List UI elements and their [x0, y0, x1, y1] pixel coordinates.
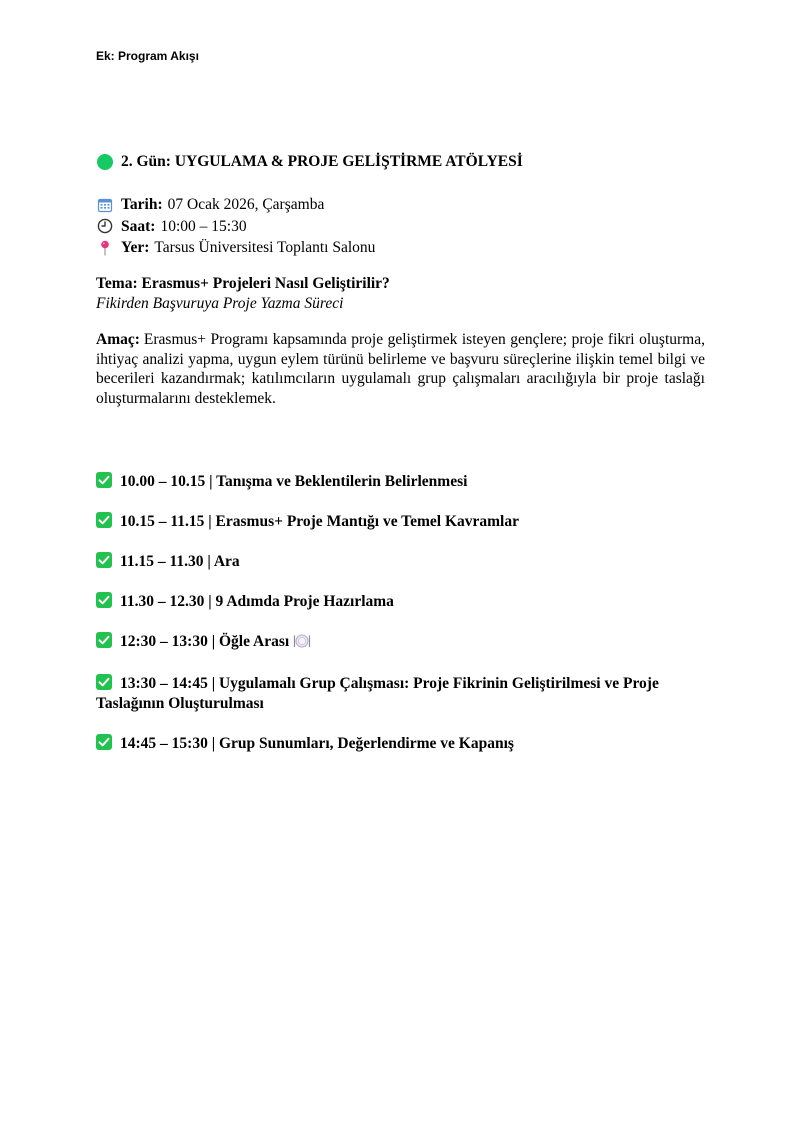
check-mark-icon	[96, 674, 112, 690]
time-value: 10:00 – 15:30	[160, 217, 247, 235]
theme-subtitle: Fikirden Başvuruya Proje Yazma Süreci	[96, 295, 344, 312]
time-label: Saat:	[121, 217, 156, 235]
aim-paragraph	[96, 330, 705, 408]
place-row	[97, 237, 375, 259]
check-mark-icon	[96, 734, 112, 750]
schedule-item	[96, 734, 716, 754]
date-value: 07 Ocak 2026, Çarşamba	[167, 196, 325, 213]
check-mark-icon	[96, 592, 112, 608]
page-header: Ek: Program Akışı	[96, 49, 199, 63]
day-title-text: 2. Gün: UYGULAMA & PROJE GELİŞTİRME ATÖLYESİ	[121, 153, 523, 170]
schedule-item-text: 10.00 – 10.15 | Tanışma ve Beklentilerin Belirlenmesi	[120, 473, 468, 490]
theme-title: Tema: Erasmus+ Projeleri Nasıl Geliştirilir?	[96, 275, 390, 292]
schedule-item-text: 12:30 – 13:30 | Öğle Arası	[120, 633, 290, 650]
schedule-item	[96, 632, 716, 655]
schedule-item	[96, 674, 716, 714]
schedule-item-text: 11.15 – 11.30 | Ara	[120, 553, 240, 570]
schedule-item	[96, 512, 716, 532]
time-row	[97, 216, 375, 238]
schedule-item	[96, 552, 716, 572]
date-row	[97, 194, 375, 216]
schedule-item-text: 11.30 – 12.30 | 9 Adımda Proje Hazırlama	[120, 593, 394, 610]
schedule-item	[96, 472, 716, 492]
aim-label: Amaç:	[96, 331, 140, 348]
green-circle-icon	[97, 154, 113, 170]
theme-block	[96, 274, 390, 314]
day-title	[97, 153, 523, 171]
aim-text: Erasmus+ Programı kapsamında proje geliştirmek isteyen gençlere; proje fikri oluşturma, ihtiyaç analizi yapma, uygun eylem türünü belirleme ve başvuru süreçlerine ilişkin temel bilgi ve becerileri kazandırmak; katılımcıların uygulamalı grup çalışmaları aracılığıyla bir proje taslağı oluşturmalarını desteklemek.	[96, 331, 705, 407]
check-mark-icon	[96, 632, 112, 648]
check-mark-icon	[96, 472, 112, 488]
date-label: Tarih:	[121, 196, 163, 213]
event-info	[97, 194, 375, 259]
check-mark-icon	[96, 512, 112, 528]
schedule-item-text: 10.15 – 11.15 | Erasmus+ Proje Mantığı ve Temel Kavramlar	[120, 513, 519, 530]
schedule-item	[96, 592, 716, 612]
check-mark-icon	[96, 552, 112, 568]
place-label: Yer:	[121, 239, 150, 256]
calendar-icon	[97, 197, 113, 213]
pushpin-icon	[97, 240, 113, 256]
plate-cutlery-icon	[293, 633, 311, 655]
place-value: Tarsus Üniversitesi Toplantı Salonu	[154, 239, 376, 256]
schedule-item-text: 13:30 – 14:45 | Uygulamalı Grup Çalışması: Proje Fikrinin Geliştirilmesi ve Proje Taslağının Oluşturulması	[96, 675, 659, 712]
schedule-item-text: 14:45 – 15:30 | Grup Sunumları, Değerlendirme ve Kapanış	[120, 735, 514, 752]
clock-icon	[97, 218, 113, 234]
